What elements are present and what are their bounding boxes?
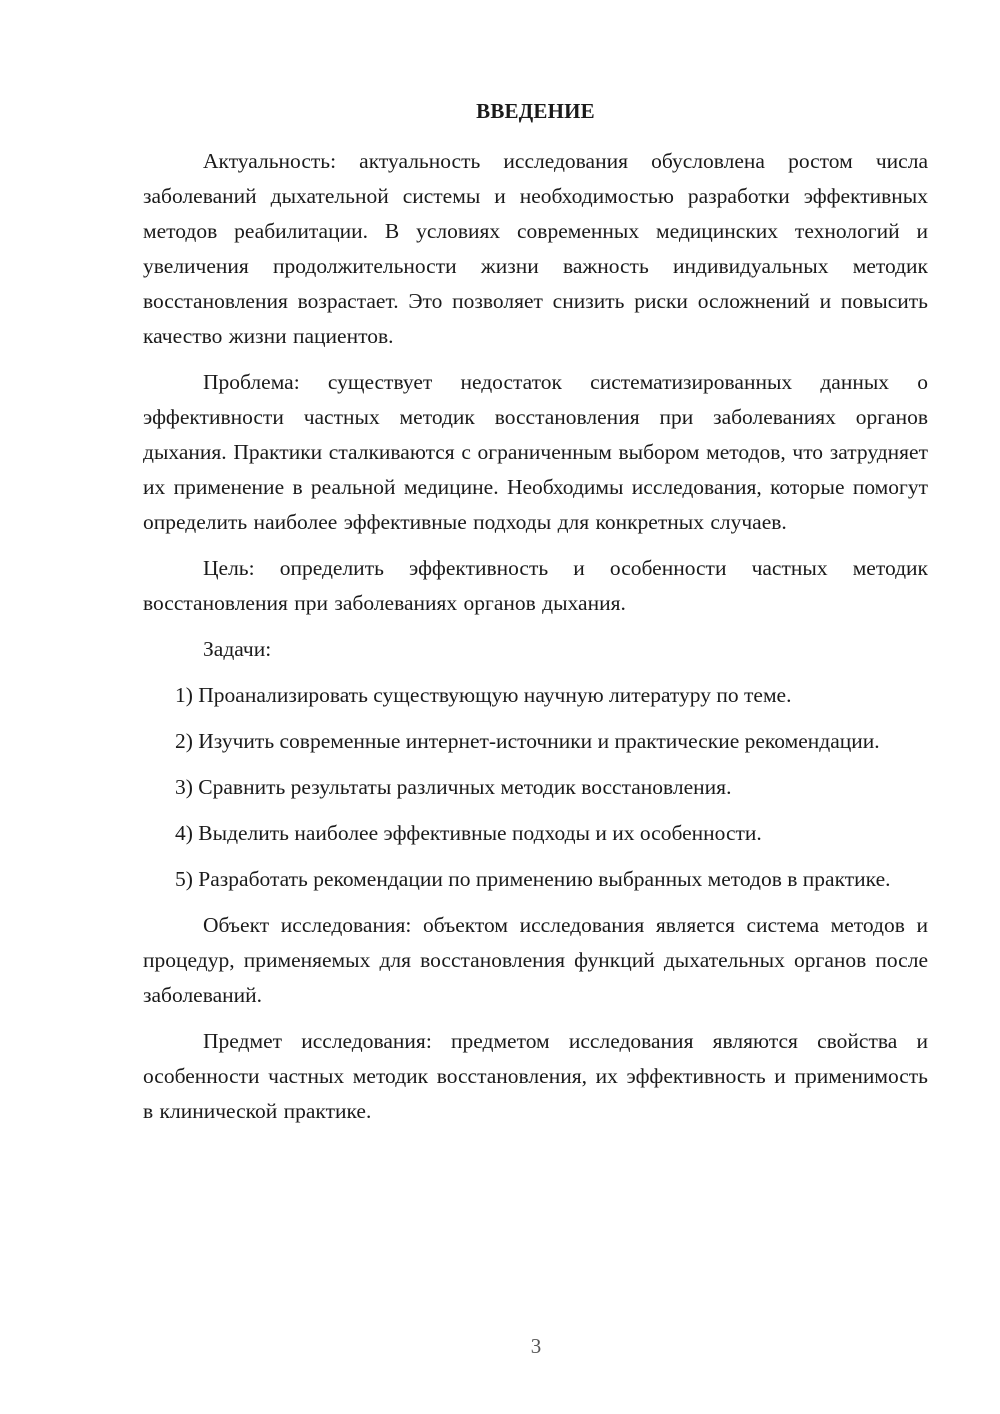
task-item-3: 3) Сравнить результаты различных методик восстановления. xyxy=(175,775,732,799)
paragraph-subject: Предмет исследования: предметом исследования являются свойства и особенности частных методик восстановления, их эффективность и применимость в клинической практике. xyxy=(143,1029,928,1123)
paragraph-relevance: Актуальность: актуальность исследования обусловлена ростом числа заболеваний дыхательной системы и необходимостью разработки эффективных методов реабилитации. В условиях современных медицинских технологий и увеличения продолжительности жизни важность индивидуальных методик восстановления возрастает. Это позволяет снизить риски осложнений и повысить качество жизни пациентов. xyxy=(143,149,928,348)
task-item-2: 2) Изучить современные интернет-источники и практические рекомендации. xyxy=(175,729,880,753)
task-item-1: 1) Проанализировать существующую научную литературу по теме. xyxy=(175,683,792,707)
tasks-heading: Задачи: xyxy=(203,637,272,661)
task-item-5: 5) Разработать рекомендации по применению выбранных методов в практике. xyxy=(175,867,891,891)
section-title: ВВЕДЕНИЕ xyxy=(476,99,595,123)
page-content xyxy=(143,96,928,1140)
page-number: 3 xyxy=(530,1334,542,1358)
paragraph-problem: Проблема: существует недостаток систематизированных данных о эффективности частных методик восстановления при заболеваниях органов дыхания. Практики сталкиваются с ограниченным выбором методов, что затрудняет их применение в реальной медицине. Необходимы исследования, которые помогут определить наиболее эффективные подходы для конкретных случаев. xyxy=(143,370,928,534)
task-item-4: 4) Выделить наиболее эффективные подходы и их особенности. xyxy=(175,821,762,845)
paragraph-object: Объект исследования: объектом исследования является система методов и процедур, применяемых для восстановления функций дыхательных органов после заболеваний. xyxy=(143,913,928,1007)
paragraph-goal: Цель: определить эффективность и особенности частных методик восстановления при заболеваниях органов дыхания. xyxy=(143,556,928,615)
